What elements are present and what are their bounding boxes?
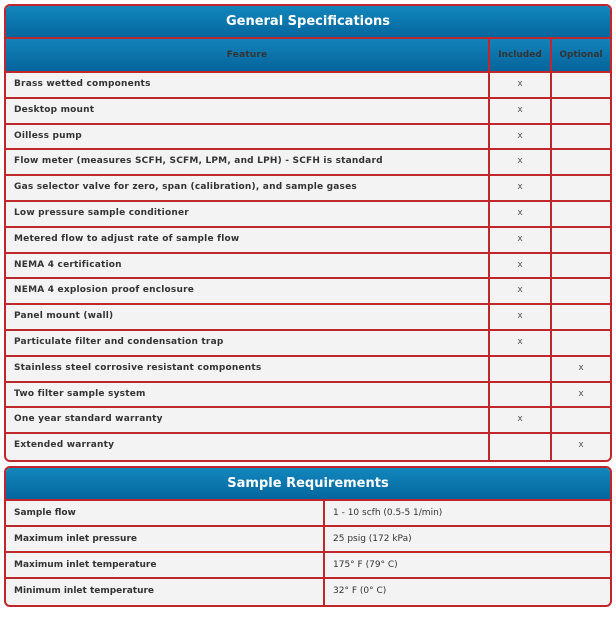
included-cell: x xyxy=(488,228,550,252)
feature-cell: NEMA 4 explosion proof enclosure xyxy=(14,285,195,296)
requirement-value: 25 psig (172 kPa) xyxy=(323,527,610,551)
feature-cell: Desktop mount xyxy=(14,104,95,115)
table-row xyxy=(6,125,610,151)
included-cell: x xyxy=(488,254,550,278)
table-row xyxy=(6,99,610,125)
included-cell: x xyxy=(488,408,550,432)
table-row xyxy=(6,579,610,605)
feature-cell: Metered flow to adjust rate of sample flow xyxy=(14,233,240,244)
feature-cell: Low pressure sample conditioner xyxy=(14,207,189,218)
feature-cell: Particulate filter and condensation trap xyxy=(14,336,224,347)
optional-cell xyxy=(550,176,610,200)
included-cell xyxy=(488,357,550,381)
optional-cell xyxy=(550,279,610,303)
feature-cell: Gas selector valve for zero, span (calibration), and sample gases xyxy=(14,182,357,193)
included-cell: x xyxy=(488,125,550,149)
included-cell: x xyxy=(488,305,550,329)
feature-cell: Stainless steel corrosive resistant components xyxy=(14,362,262,373)
feature-cell: NEMA 4 certification xyxy=(14,259,122,270)
table-row xyxy=(6,408,610,434)
optional-cell xyxy=(550,202,610,226)
table-row xyxy=(6,305,610,331)
optional-cell: x xyxy=(550,357,610,381)
included-cell xyxy=(488,434,550,460)
table-row xyxy=(6,150,610,176)
requirement-label: Minimum inlet temperature xyxy=(14,586,155,596)
table-row xyxy=(6,553,610,579)
optional-cell xyxy=(550,331,610,355)
table-row xyxy=(6,73,610,99)
table-row xyxy=(6,357,610,383)
included-cell: x xyxy=(488,176,550,200)
table-row xyxy=(6,434,610,460)
sample-requirements-title: Sample Requirements xyxy=(6,468,610,501)
optional-column-header: Optional xyxy=(550,39,610,71)
included-cell: x xyxy=(488,99,550,123)
general-specifications-body xyxy=(6,73,610,460)
feature-cell: Panel mount (wall) xyxy=(14,311,114,322)
table-row xyxy=(6,279,610,305)
feature-cell: Extended warranty xyxy=(14,440,115,451)
included-cell: x xyxy=(488,279,550,303)
feature-cell: One year standard warranty xyxy=(14,414,163,425)
requirement-label: Sample flow xyxy=(14,508,76,518)
table-row xyxy=(6,501,610,527)
table-row xyxy=(6,527,610,553)
sample-requirements-body xyxy=(6,501,610,605)
table-row xyxy=(6,228,610,254)
optional-cell xyxy=(550,73,610,97)
table-row xyxy=(6,331,610,357)
optional-cell xyxy=(550,408,610,432)
feature-cell: Brass wetted components xyxy=(14,79,151,89)
table-row xyxy=(6,254,610,280)
included-cell: x xyxy=(488,150,550,174)
table-row xyxy=(6,202,610,228)
optional-cell xyxy=(550,99,610,123)
optional-cell: x xyxy=(550,383,610,407)
optional-cell xyxy=(550,150,610,174)
feature-column-header: Feature xyxy=(226,50,268,60)
feature-cell: Flow meter (measures SCFH, SCFM, LPM, and LPH) - SCFH is standard xyxy=(14,156,383,167)
table-row xyxy=(6,383,610,409)
feature-cell: Oilless pump xyxy=(14,130,82,141)
included-cell: x xyxy=(488,331,550,355)
optional-cell xyxy=(550,125,610,149)
requirement-label: Maximum inlet temperature xyxy=(14,560,157,570)
requirement-value: 1 - 10 scfh (0.5-5 1/min) xyxy=(323,501,610,525)
sample-requirements-table xyxy=(4,466,612,607)
requirement-value: 32° F (0° C) xyxy=(323,579,610,605)
optional-cell xyxy=(550,228,610,252)
requirement-label: Maximum inlet pressure xyxy=(14,534,137,544)
table-header-row xyxy=(6,39,610,73)
general-specifications-table xyxy=(4,4,612,462)
general-specifications-title: General Specifications xyxy=(6,6,610,39)
table-row xyxy=(6,176,610,202)
included-cell: x xyxy=(488,202,550,226)
included-cell xyxy=(488,383,550,407)
included-column-header: Included xyxy=(488,39,550,71)
requirement-value: 175° F (79° C) xyxy=(323,553,610,577)
included-cell: x xyxy=(488,73,550,97)
optional-cell: x xyxy=(550,434,610,460)
optional-cell xyxy=(550,305,610,329)
optional-cell xyxy=(550,254,610,278)
feature-cell: Two filter sample system xyxy=(14,388,146,399)
